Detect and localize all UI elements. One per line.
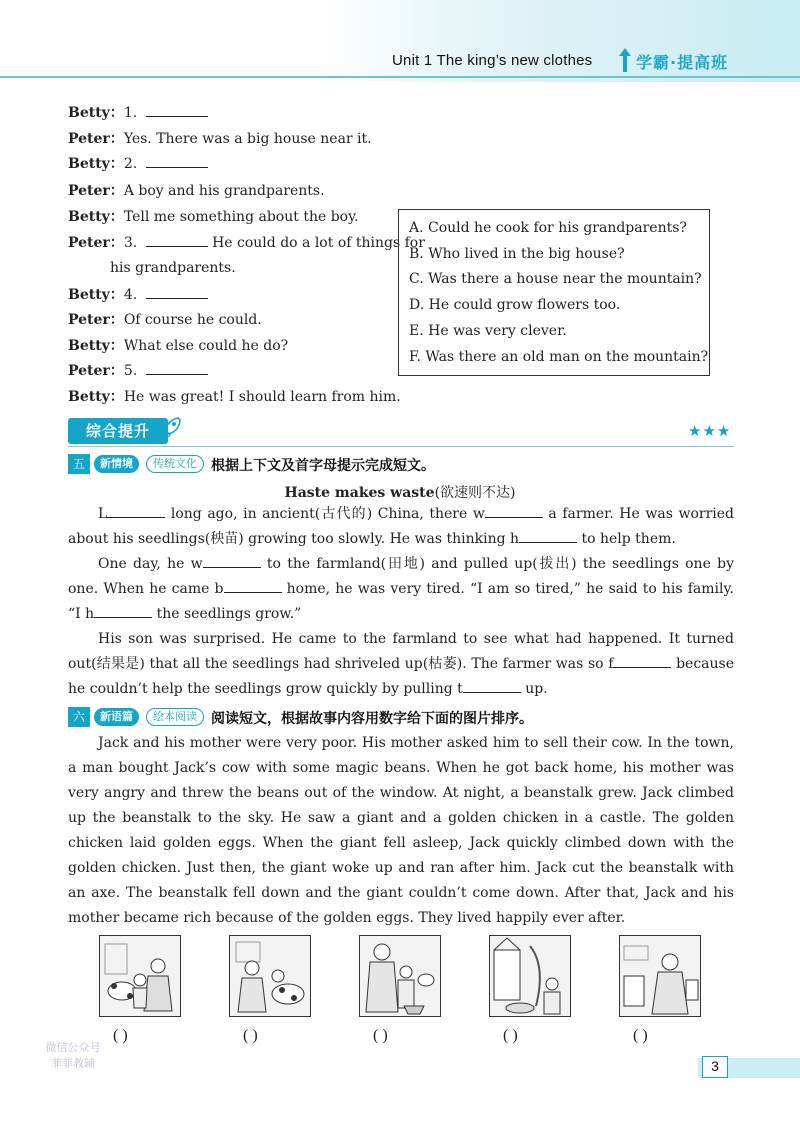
story-picture-golden-eggs: [359, 935, 441, 1017]
cow-sale-illustration: [100, 936, 181, 1017]
speaker-label: Betty：: [68, 105, 124, 121]
speaker-label: Betty：: [68, 338, 124, 354]
dialogue-text: 4.: [123, 287, 142, 303]
option-c: C. Was there a house near the mountain?: [409, 271, 702, 288]
dialogue-suffix: He could do a lot of things for: [207, 235, 425, 251]
dialogue-line: [68, 155, 208, 173]
dialogue-text: Yes. There was a big house near it.: [123, 131, 372, 147]
rocket-icon: [160, 416, 182, 440]
task5-paragraph-2: [68, 552, 734, 627]
header-rule: [0, 76, 800, 78]
page-number: 3: [702, 1056, 728, 1078]
p1-text: long ago, in ancient(古代的) China, there w: [165, 506, 485, 522]
speaker-label: Betty：: [68, 209, 124, 225]
speaker-label: Betty：: [68, 287, 124, 303]
castle-giant-illustration: [490, 936, 571, 1017]
answer-blank[interactable]: [146, 104, 208, 117]
dialogue-line: [68, 337, 288, 355]
p2-text: home, he was very tired. “I am so tired,” he said to his family. “I h: [68, 581, 734, 622]
speaker-label: Peter：: [68, 312, 124, 328]
answer-blank[interactable]: [146, 362, 208, 375]
dialogue-line: [68, 104, 208, 122]
task6-tag-picturebook: 绘本阅读: [146, 708, 204, 726]
answer-slot-4[interactable]: ( ): [503, 1027, 518, 1044]
mother-beans-illustration: [230, 936, 311, 1017]
dialogue-text: 3.: [123, 235, 142, 251]
story-picture-cow-sale: [99, 935, 181, 1017]
p3-text: because he couldn’t help the seedlings grow quickly by pulling t: [68, 656, 735, 697]
task6-passage: Jack and his mother were very poor. His mother asked him to sell their cow. In the town, a man bought Jack’s cow with some magic beans. When he got back home, his mother was very angry and threw the beans out of the window. At night, a beanstalk grew. Jack climbed up the beanstalk to the sky. He saw a giant and a golden chicken in a castle. The golden chicken laid golden eggs. When the giant fell asleep, Jack quickly climbed down with the golden chicken. Just then, the giant woke up and ran after him. Jack cut the beanstalk with an axe. The beanstalk fell down and the giant couldn’t come down. After that, Jack and his mother became rich because of the golden eggs. They lived happily ever after.: [68, 735, 734, 926]
watermark-line-1: 微信公众号: [45, 1041, 101, 1054]
difficulty-stars: ★★★: [688, 422, 732, 440]
story-picture-mother-beans: [229, 935, 311, 1017]
dialogue-line: [68, 362, 208, 380]
answer-blank[interactable]: [146, 234, 208, 247]
blank-h[interactable]: [519, 531, 577, 543]
task5-instruction: 根据上下文及首字母提示完成短文。: [211, 458, 435, 474]
task5-number: 五: [68, 454, 90, 474]
speaker-label: Betty：: [68, 156, 124, 172]
speaker-label: Peter：: [68, 183, 124, 199]
speaker-label: Peter：: [68, 131, 124, 147]
blank-f[interactable]: [613, 656, 671, 668]
p3-text: His son was surprised. He came to the farmland to see what had happened. It turned out(结果是) that all the seedlings had shriveled up(枯萎). The farmer was so f: [68, 631, 734, 672]
section-rule: [68, 446, 734, 447]
watermark-line-2: 菲菲教辅: [51, 1057, 95, 1070]
dialogue-line: [68, 311, 262, 329]
task5-tag-new: 新情境: [94, 455, 139, 473]
task6-instruction: 阅读短文，根据故事内容用数字给下面的图片排序。: [211, 711, 533, 727]
task6-number: 六: [68, 707, 90, 727]
dialogue-text: Of course he could.: [123, 312, 262, 328]
passage-title-cn: (欲速则不达): [434, 485, 516, 501]
task5-tag-culture: 传统文化: [146, 455, 204, 473]
task5-paragraph-3: [68, 627, 734, 702]
blank-b[interactable]: [224, 581, 282, 593]
dialogue-text: 5.: [123, 363, 142, 379]
mother-kitchen-illustration: [620, 936, 701, 1017]
dialogue-line: [68, 208, 359, 226]
golden-eggs-illustration: [360, 936, 441, 1017]
dialogue-line: [68, 286, 208, 304]
dialogue-text: his grandparents.: [110, 260, 236, 276]
blank-t[interactable]: [463, 681, 521, 693]
answer-slot-5[interactable]: ( ): [633, 1027, 648, 1044]
p1-text: to help them.: [577, 531, 676, 547]
answer-blank[interactable]: [146, 155, 208, 168]
p1-text: L: [98, 506, 108, 522]
p1-text: a farmer. He was worried about his seedlings(秧苗) growing too slowly. He was thinking h: [68, 506, 734, 547]
task6-tag-new: 新语篇: [94, 708, 139, 726]
unit-title: Unit 1 The king’s new clothes: [392, 52, 593, 69]
dialogue-line: [68, 234, 425, 252]
answer-blank[interactable]: [146, 286, 208, 299]
passage-title: [0, 482, 800, 502]
p3-text: up.: [520, 681, 548, 697]
p2-text: to the farmland(田地) and pulled up(拔出) the seedlings one by one. When he came b: [68, 556, 734, 597]
dialogue-line: [68, 182, 325, 200]
option-b: B. Who lived in the big house?: [409, 245, 625, 262]
story-picture-mother-kitchen: [619, 935, 701, 1017]
answer-slot-3[interactable]: ( ): [373, 1027, 388, 1044]
dialogue-line: [68, 130, 372, 148]
blank-h2[interactable]: [94, 606, 152, 618]
dialogue-text: He was great! I should learn from him.: [123, 389, 401, 405]
speaker-label: Betty：: [68, 389, 124, 405]
p2-text: One day, he w: [98, 556, 203, 572]
dialogue-text: A boy and his grandparents.: [123, 183, 325, 199]
passage-title-en: Haste makes waste: [284, 485, 435, 501]
speaker-label: Peter：: [68, 235, 124, 251]
story-picture-castle-giant: [489, 935, 571, 1017]
option-d: D. He could grow flowers too.: [409, 297, 621, 314]
dialogue-line: [68, 388, 401, 406]
options-box: [398, 209, 710, 376]
dialogue-line: [110, 260, 236, 276]
answer-slot-2[interactable]: ( ): [243, 1027, 258, 1044]
dialogue-text: 1.: [123, 105, 142, 121]
task5-paragraph-1: [68, 502, 734, 552]
watermark: [18, 1040, 128, 1072]
blank-l[interactable]: [107, 506, 165, 518]
arrow-up-icon: [614, 46, 636, 74]
blank-w[interactable]: [485, 506, 543, 518]
brand-logo: 学霸·提高班: [636, 53, 729, 72]
dialogue-text: Tell me something about the boy.: [123, 209, 359, 225]
p2-text: the seedlings grow.”: [152, 606, 302, 622]
option-f: F. Was there an old man on the mountain?: [409, 348, 709, 365]
dialogue-text: 2.: [123, 156, 142, 172]
section-title: 综合提升: [68, 418, 168, 444]
option-a: A. Could he cook for his grandparents?: [409, 220, 687, 236]
answer-slot-1[interactable]: ( ): [113, 1027, 128, 1044]
dialogue-text: What else could he do?: [123, 338, 289, 354]
speaker-label: Peter：: [68, 363, 124, 379]
blank-w2[interactable]: [203, 556, 261, 568]
option-e: E. He was very clever.: [409, 322, 567, 339]
